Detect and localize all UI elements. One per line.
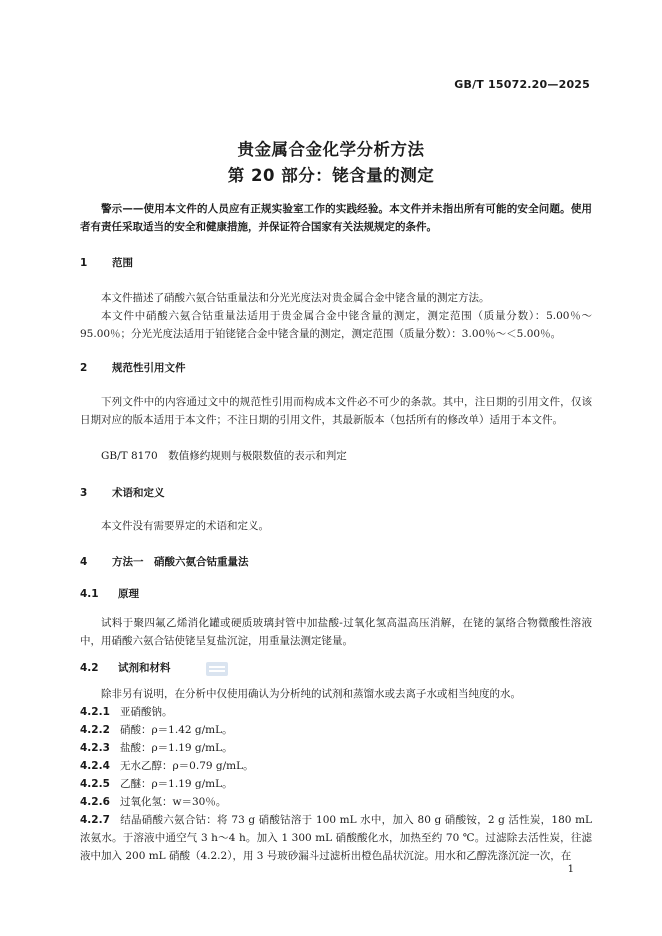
section-title: 试剂和材料 — [118, 662, 171, 674]
item-text: 过氧化氢：w＝30％。 — [120, 796, 227, 808]
item-text: 无水乙醇：ρ＝0.79 g/mL。 — [120, 760, 254, 772]
item-text: 结晶硝酸六氨合钴：将 73 g 硝酸钴溶于 100 mL 水中，加入 80 g 硝酸铵，2 g 活性炭，180 mL 浓氨水。于溶液中通空气 3 h～4 h。加入 1 300 mL 硝酸酸化水，加热至约 70 ℃。过滤除去活性炭，往滤液中加入 200 mL 硝酸（4.2.2），用 3 号玻砂漏斗过滤析出橙色晶状沉淀。用水和乙醇洗涤沉淀一次，在 — [80, 814, 592, 862]
normative-references-paragraph: 下列文件中的内容通过文中的规范性引用而构成本文件必不可少的条款。其中，注日期的引用文件，仅该日期对应的版本适用于本文件；不注日期的引用文件，其最新版本（包括所有的修改单）适用于本文件。 — [80, 396, 592, 426]
section-4-1-heading — [80, 586, 139, 601]
section-number: 4.2 — [80, 662, 99, 674]
item-number: 4.2.2 — [80, 724, 110, 736]
section-4-2-heading — [80, 660, 171, 675]
item-number: 4.2.4 — [80, 760, 110, 772]
item-number: 4.2.3 — [80, 742, 110, 754]
section-3-heading — [80, 485, 165, 500]
section-number: 1 — [80, 257, 88, 269]
reagent-item — [80, 739, 592, 757]
item-text: 硝酸：ρ＝1.42 g/mL。 — [120, 724, 233, 736]
reagent-item — [80, 721, 592, 739]
document-subtitle: 第 20 部分：铑含量的测定 — [227, 166, 435, 185]
section-title: 规范性引用文件 — [112, 362, 186, 374]
section-title: 术语和定义 — [112, 487, 165, 499]
reference-entry: GB/T 8170 数值修约规则与极限数值的表示和判定 — [101, 450, 347, 462]
section-title: 方法一 硝酸六氨合钴重量法 — [112, 556, 249, 568]
item-number: 4.2.7 — [80, 814, 110, 826]
watermark-logo-icon — [206, 662, 228, 676]
section-title: 原理 — [118, 588, 139, 600]
reagent-item — [80, 793, 592, 811]
scope-paragraph-1: 本文件描述了硝酸六氨合钴重量法和分光光度法对贵金属合金中铑含量的测定方法。 — [101, 292, 490, 304]
terms-paragraph: 本文件没有需要界定的术语和定义。 — [101, 520, 269, 532]
scope-paragraph-2: 本文件中硝酸六氨合钴重量法适用于贵金属合金中铑含量的测定，测定范围（质量分数）：5.00％～95.00％；分光光度法适用于铂铑铑合金中铑含量的测定，测定范围（质量分数）：3.00％～＜5.00％。 — [80, 310, 592, 340]
item-text: 乙醚：ρ＝1.19 g/mL。 — [120, 778, 233, 790]
reagent-item — [80, 757, 592, 775]
section-4-heading — [80, 554, 249, 569]
reagent-item — [80, 703, 592, 721]
section-1-heading — [80, 255, 133, 270]
page-number: 1 — [567, 864, 574, 875]
item-number: 4.2.5 — [80, 778, 110, 790]
section-number: 4 — [80, 556, 88, 568]
reagent-item-long — [80, 811, 592, 865]
section-number: 2 — [80, 362, 88, 374]
principle-paragraph: 试料于聚四氟乙烯消化罐或硬质玻璃封管中加盐酸-过氧化氢高温高压消解，在铑的氯络合物微酸性溶液中，用硝酸六氨合钴使铑呈复盐沉淀，用重量法测定铑量。 — [80, 617, 592, 647]
item-text: 盐酸：ρ＝1.19 g/mL。 — [120, 742, 233, 754]
section-2-heading — [80, 360, 186, 375]
section-title: 范围 — [112, 257, 133, 269]
standard-code: GB/T 15072.20—2025 — [454, 78, 590, 91]
item-number: 4.2.1 — [80, 706, 110, 718]
item-number: 4.2.6 — [80, 796, 110, 808]
warning-paragraph: 警示——使用本文件的人员应有正规实验室工作的实践经验。本文件并未指出所有可能的安全问题。使用者有责任采取适当的安全和健康措施，并保证符合国家有关法规规定的条件。 — [80, 203, 592, 233]
document-title: 贵金属合金化学分析方法 — [237, 140, 425, 159]
section-number: 3 — [80, 487, 88, 499]
reagents-intro-paragraph: 除非另有说明，在分析中仅使用确认为分析纯的试剂和蒸馏水或去离子水或相当纯度的水。 — [101, 688, 521, 700]
reagent-item — [80, 775, 592, 793]
section-number: 4.1 — [80, 588, 99, 600]
item-text: 亚硝酸钠。 — [120, 706, 173, 718]
